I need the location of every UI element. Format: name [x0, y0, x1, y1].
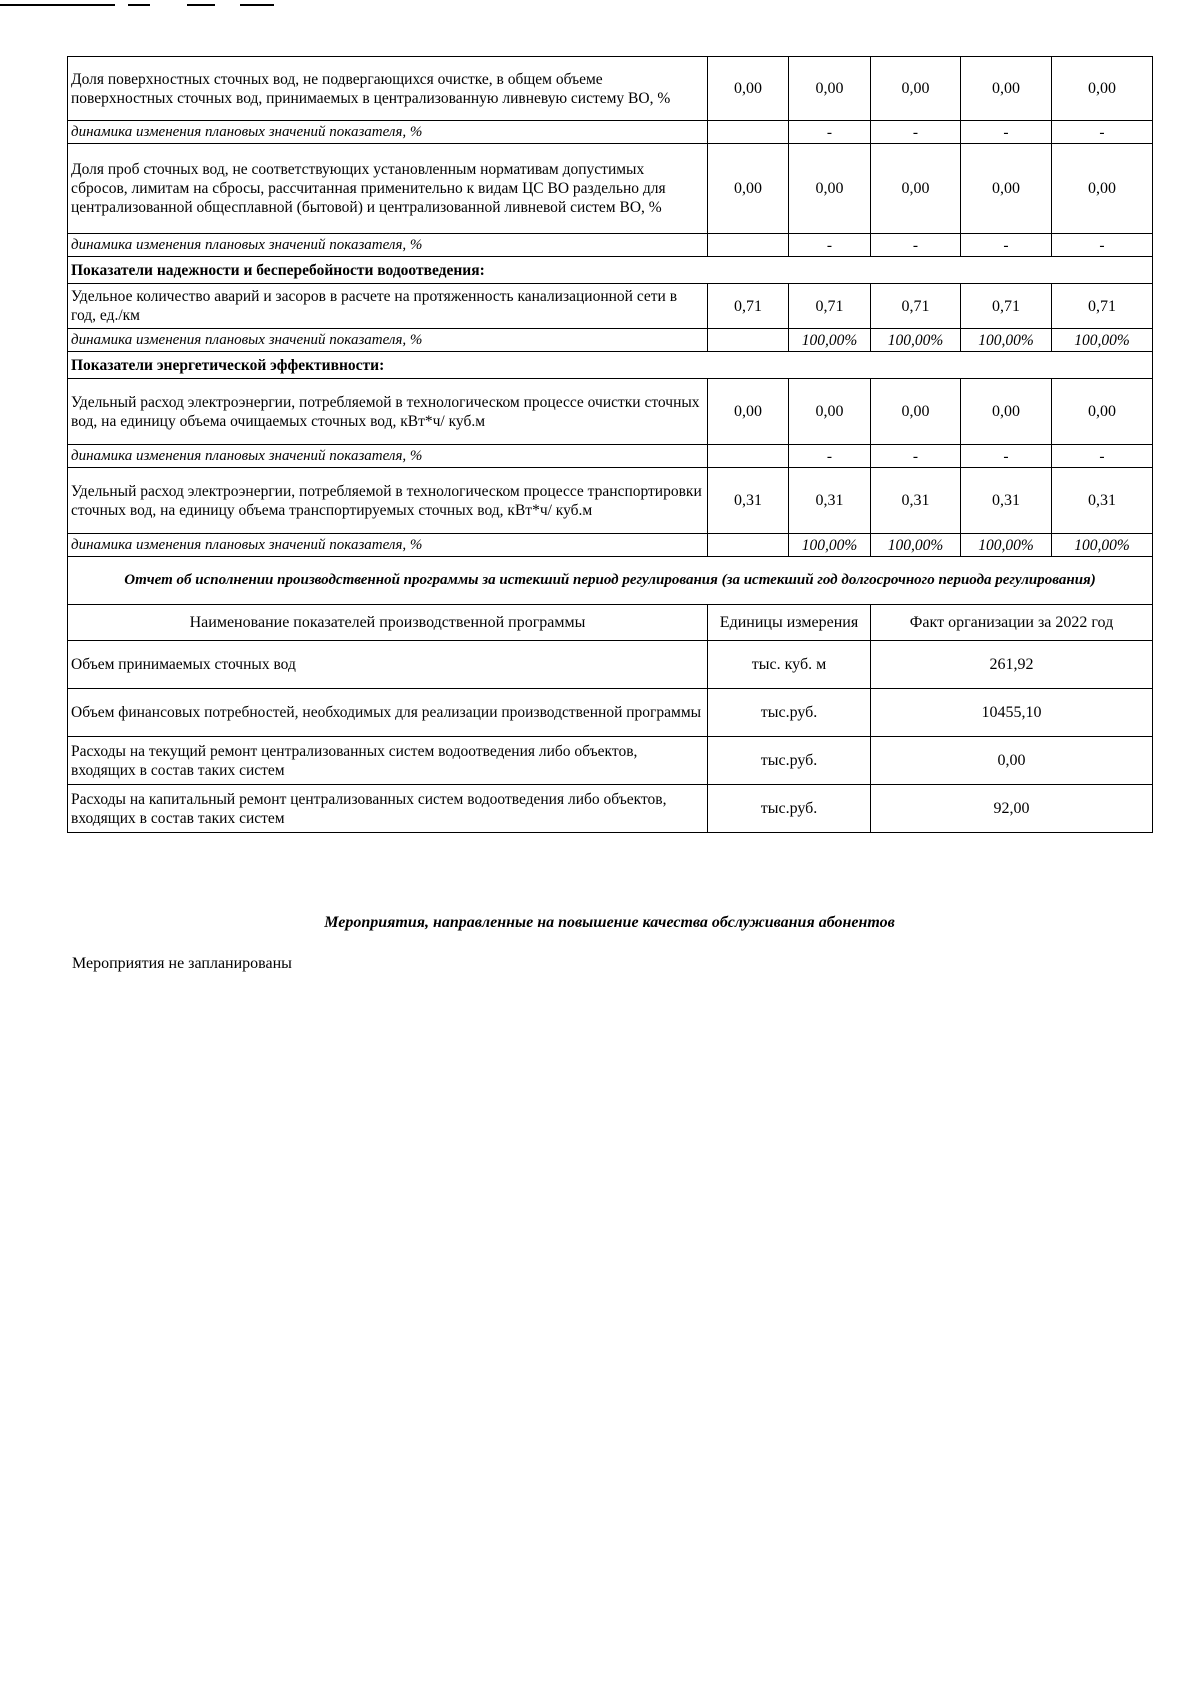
table-row [68, 57, 1153, 121]
value-cell: 0,00 [871, 57, 961, 121]
indicator-label: Доля проб сточных вод, не соответствующих установленным нормативам допустимых сбросов, лимитам на сбросы, рассчитанная применительно к видам ЦС ВО раздельно для централизованной общесплавной (бытовой) и централизованной ливневой систем ВО, % [68, 144, 708, 234]
value-cell: 0,00 [1052, 144, 1153, 234]
dynamics-row [68, 234, 1153, 257]
report-row [68, 689, 1153, 737]
value-cell: - [961, 121, 1052, 144]
value-cell: 0,00 [789, 57, 871, 121]
indicator-label: Доля поверхностных сточных вод, не подвергающихся очистке, в общем объеме поверхностных сточных вод, принимаемых в централизованную ливневую систему ВО, % [68, 57, 708, 121]
value-cell: - [789, 234, 871, 257]
value-cell: - [961, 234, 1052, 257]
section-header [68, 352, 1153, 379]
value-cell: 0,00 [708, 144, 789, 234]
report-label: Расходы на капитальный ремонт централизованных систем водоотведения либо объектов, входящих в состав таких систем [68, 785, 708, 833]
value-cell: - [871, 121, 961, 144]
value-cell: 0,00 [871, 144, 961, 234]
report-value: 92,00 [871, 785, 1153, 833]
report-header-row [68, 605, 1153, 641]
value-cell: - [1052, 121, 1153, 144]
value-cell [708, 534, 789, 557]
indicator-label: Удельный расход электроэнергии, потребляемой в технологическом процессе очистки сточных вод, на единицу объема очищаемых сточных вод, кВт*ч/ куб.м [68, 379, 708, 445]
value-cell: 0,00 [789, 379, 871, 445]
report-row [68, 641, 1153, 689]
report-title-row [68, 557, 1153, 605]
value-cell: 100,00% [961, 329, 1052, 352]
value-cell: 0,31 [871, 468, 961, 534]
value-cell: - [1052, 445, 1153, 468]
report-unit: тыс. куб. м [708, 641, 871, 689]
value-cell: - [961, 445, 1052, 468]
value-cell: 100,00% [871, 329, 961, 352]
value-cell [708, 234, 789, 257]
scan-mark [240, 4, 274, 6]
value-cell: 100,00% [789, 329, 871, 352]
value-cell: 100,00% [1052, 329, 1153, 352]
value-cell [708, 329, 789, 352]
report-title: Отчет об исполнении производственной программы за истекший период регулирования (за истекший год долгосрочного периода регулирования) [68, 557, 1153, 605]
measures-title: Мероприятия, направленные на повышение качества обслуживания абонентов [324, 914, 895, 931]
section-header [68, 257, 1153, 284]
dynamics-label: динамика изменения плановых значений показателя, % [68, 121, 708, 144]
table-row [68, 284, 1153, 329]
value-cell: 0,31 [789, 468, 871, 534]
value-cell: 0,71 [708, 284, 789, 329]
value-cell: 0,00 [961, 57, 1052, 121]
value-cell: 0,71 [789, 284, 871, 329]
section-title: Показатели надежности и бесперебойности водоотведения: [68, 257, 1153, 284]
value-cell: - [871, 445, 961, 468]
value-cell: 0,71 [1052, 284, 1153, 329]
dynamics-row [68, 445, 1153, 468]
value-cell: 100,00% [789, 534, 871, 557]
value-cell: 0,31 [1052, 468, 1153, 534]
report-value: 0,00 [871, 737, 1153, 785]
value-cell: 0,00 [961, 379, 1052, 445]
report-label: Расходы на текущий ремонт централизованных систем водоотведения либо объектов, входящих в состав таких систем [68, 737, 708, 785]
value-cell: 0,00 [708, 57, 789, 121]
scan-mark [187, 4, 215, 6]
dynamics-row [68, 121, 1153, 144]
table-row [68, 144, 1153, 234]
dynamics-row [68, 534, 1153, 557]
report-value: 10455,10 [871, 689, 1153, 737]
value-cell: 0,00 [708, 379, 789, 445]
value-cell: 0,00 [961, 144, 1052, 234]
table-row [68, 379, 1153, 445]
value-cell: 100,00% [871, 534, 961, 557]
value-cell: - [1052, 234, 1153, 257]
dynamics-label: динамика изменения плановых значений показателя, % [68, 445, 708, 468]
value-cell: 100,00% [961, 534, 1052, 557]
scan-mark [128, 4, 150, 6]
value-cell: 0,31 [708, 468, 789, 534]
value-cell: 100,00% [1052, 534, 1153, 557]
header-fact: Факт организации за 2022 год [871, 605, 1153, 641]
report-label: Объем финансовых потребностей, необходимых для реализации производственной программы [68, 689, 708, 737]
value-cell: - [789, 445, 871, 468]
table-row [68, 468, 1153, 534]
value-cell: 0,31 [961, 468, 1052, 534]
report-row [68, 785, 1153, 833]
report-unit: тыс.руб. [708, 737, 871, 785]
report-unit: тыс.руб. [708, 785, 871, 833]
scan-mark [0, 4, 115, 6]
header-unit: Единицы измерения [708, 605, 871, 641]
header-name: Наименование показателей производственной программы [68, 605, 708, 641]
value-cell [708, 445, 789, 468]
report-value: 261,92 [871, 641, 1153, 689]
report-unit: тыс.руб. [708, 689, 871, 737]
value-cell: 0,71 [961, 284, 1052, 329]
value-cell: 0,71 [871, 284, 961, 329]
report-label: Объем принимаемых сточных вод [68, 641, 708, 689]
dynamics-label: динамика изменения плановых значений показателя, % [68, 534, 708, 557]
indicator-label: Удельный расход электроэнергии, потребляемой в технологическом процессе транспортировки сточных вод, на единицу объема транспортируемых сточных вод, кВт*ч/ куб.м [68, 468, 708, 534]
report-row [68, 737, 1153, 785]
value-cell: - [871, 234, 961, 257]
section-title: Показатели энергетической эффективности: [68, 352, 1153, 379]
value-cell: - [789, 121, 871, 144]
indicators-table [67, 56, 1153, 833]
value-cell: 0,00 [1052, 57, 1153, 121]
value-cell: 0,00 [1052, 379, 1153, 445]
measures-text: Мероприятия не запланированы [72, 955, 292, 972]
indicator-label: Удельное количество аварий и засоров в расчете на протяженность канализационной сети в год, ед./км [68, 284, 708, 329]
dynamics-label: динамика изменения плановых значений показателя, % [68, 234, 708, 257]
value-cell: 0,00 [871, 379, 961, 445]
dynamics-row [68, 329, 1153, 352]
value-cell [708, 121, 789, 144]
value-cell: 0,00 [789, 144, 871, 234]
dynamics-label: динамика изменения плановых значений показателя, % [68, 329, 708, 352]
